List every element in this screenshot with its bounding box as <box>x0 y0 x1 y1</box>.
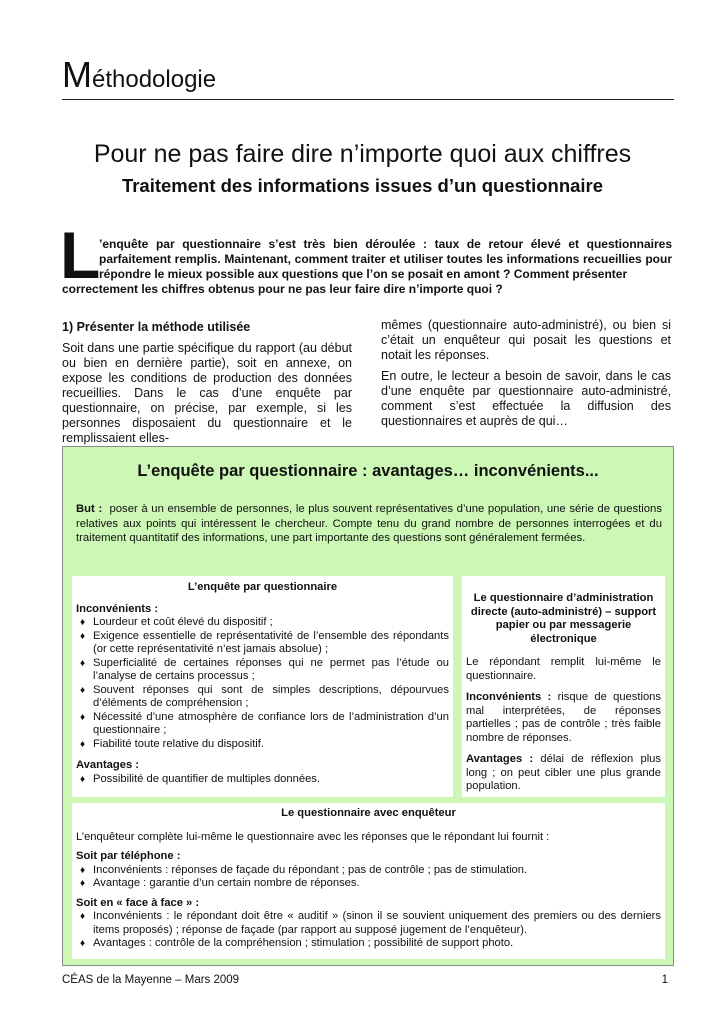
inconvenients-list <box>76 616 449 751</box>
section-heading: 1) Présenter la méthode utilisée <box>62 320 251 334</box>
list-item: ♦ Souvent réponses qui sont de simples descriptions, dépourvues d’éléments de compréhension ; <box>80 683 449 709</box>
list-item: ♦ Possibilité de quantifier de multiples données. <box>80 772 320 785</box>
face-a-face-label: Soit en « face à face » : <box>76 896 200 909</box>
bullet-icon: ♦ <box>80 684 86 696</box>
bullet-icon: ♦ <box>80 773 86 785</box>
panel-inconvenients: Inconvénients : risque de questions mal interprétées, de réponses partielles ; pas de contrôle ; très faible nombre de réponses. <box>466 691 661 744</box>
but-text: poser à un ensemble de personnes, le plus souvent représentatives d’une population, une série de questions relatives aux points qui intéressent le chercheur. Compte tenu du grand nombre de personnes interrogées et du traitement quantitatif des informations, une part importante des questions sont généralement fermées. <box>76 503 662 544</box>
page-title: Pour ne pas faire dire n’importe quoi aux chiffres <box>93 140 632 168</box>
panel-questionnaire <box>72 576 453 797</box>
telephone-list <box>76 864 661 891</box>
panel-intro: L’enquêteur complète lui-même le questionnaire avec les réponses que le répondant lui fournit : <box>76 830 550 843</box>
avantages-label: Avantages : <box>76 759 140 771</box>
column-left <box>62 320 352 452</box>
info-box-title: L’enquête par questionnaire : avantages… inconvénients... <box>137 462 599 480</box>
drop-cap: L <box>60 218 101 292</box>
intro-text-1: ’enquête par questionnaire s’est très bien déroulée : taux de retour élevé et questionnaires parfaitement remplis. Maintenant, comment traiter et utiliser toutes les informations recueillies pour répondre le mieux possible aux questions que l’on se posait en amont ? Comment présenter <box>99 237 672 281</box>
panel-intro: Le répondant remplit lui-même le questionnaire. <box>466 656 661 682</box>
face-a-face-list <box>76 910 661 951</box>
column-right <box>381 318 671 435</box>
bullet-icon: ♦ <box>80 617 86 628</box>
section-para-1: Soit dans une partie spécifique du rapport (au début ou bien en dernière partie), soit en annexe, on expose les conditions de production des données recueillies. Dans le cas d’une enquête par questionnaire, on précise, par exemple, si les personnes disposaient du questionnaire et le remplissaient elles- <box>62 341 352 445</box>
list-item: ♦ Fiabilité toute relative du dispositif. <box>80 737 265 750</box>
page-subtitle: Traitement des informations issues d’un questionnaire <box>121 175 604 196</box>
but-label: But : <box>76 503 103 515</box>
header-rule <box>62 99 674 100</box>
panel-heading: Le questionnaire avec enquêteur <box>281 807 456 819</box>
bullet-icon: ♦ <box>80 711 86 723</box>
bullet-icon: ♦ <box>80 938 86 949</box>
section-para-2: mêmes (questionnaire auto-administré), ou bien si c’était un enquêteur qui posait les questions et notait les réponses. <box>381 318 671 362</box>
panel-enqueteur <box>72 803 665 959</box>
list-item: ♦ Avantage : garantie d’un certain nombre de réponses. <box>80 877 360 889</box>
inconvenients-label: Inconvénients : <box>76 602 159 615</box>
panel-heading: L’enquête par questionnaire <box>187 581 338 593</box>
intro-text-2: correctement les chiffres obtenus pour ne pas leur faire dire n’importe quoi ? <box>62 282 503 296</box>
list-item: ♦ Inconvénients : réponses de façade du répondant ; pas de contrôle ; pas de stimulation. <box>80 863 528 876</box>
avantages-list <box>76 773 449 787</box>
bullet-icon: ♦ <box>80 738 86 750</box>
bullet-icon: ♦ <box>80 657 86 669</box>
bullet-icon: ♦ <box>80 630 86 642</box>
page-number: 1 <box>661 974 668 986</box>
panel-avantages: Avantages : délai de réflexion plus long ; on peut cibler une plus grande population. <box>466 753 661 792</box>
header-rest: éthodologie <box>92 66 217 93</box>
panel-auto-administre <box>462 576 665 797</box>
bullet-icon: ♦ <box>80 864 86 876</box>
list-item: ♦ Inconvénients : le répondant doit être « auditif » (sinon il se souvient uniquement des premiers ou des derniers items proposés) ; réponse de façade (par rapport au supposé jugement de l’enquêteur). <box>80 910 661 936</box>
bullet-icon: ♦ <box>80 911 86 922</box>
but-paragraph <box>76 502 662 546</box>
list-item: ♦ Lourdeur et coût élevé du dispositif ; <box>80 616 273 628</box>
section-para-3: En outre, le lecteur a besoin de savoir, dans le cas d’une enquête par questionnaire auto-administré, comment s’est effectuée la diffusion des questionnaires et auprès de qui… <box>381 369 671 428</box>
list-item: ♦ Nécessité d’une atmosphère de confiance lors de l’administration d’un questionnaire ; <box>80 710 449 736</box>
panel-heading: Le questionnaire d’administration directe (auto-administré) – support papier ou par messagerie électronique <box>470 592 657 645</box>
telephone-label: Soit par téléphone : <box>76 850 181 862</box>
list-item: ♦ Exigence essentielle de représentativité de l’ensemble des répondants (or cette représentativité n’est jamais absolue) ; <box>80 629 449 655</box>
footer-source: CÉAS de la Mayenne – Mars 2009 <box>62 974 240 986</box>
intro-paragraph <box>62 237 672 297</box>
section-header <box>62 54 216 96</box>
bullet-icon: ♦ <box>80 878 86 889</box>
list-item: ♦ Avantages : contrôle de la compréhension ; stimulation ; possibilité de support photo. <box>80 937 514 949</box>
list-item: ♦ Superficialité de certaines réponses qui ne permet pas l’étude ou l’analyse de certains processus ; <box>80 656 449 682</box>
header-initial: M <box>62 54 92 95</box>
